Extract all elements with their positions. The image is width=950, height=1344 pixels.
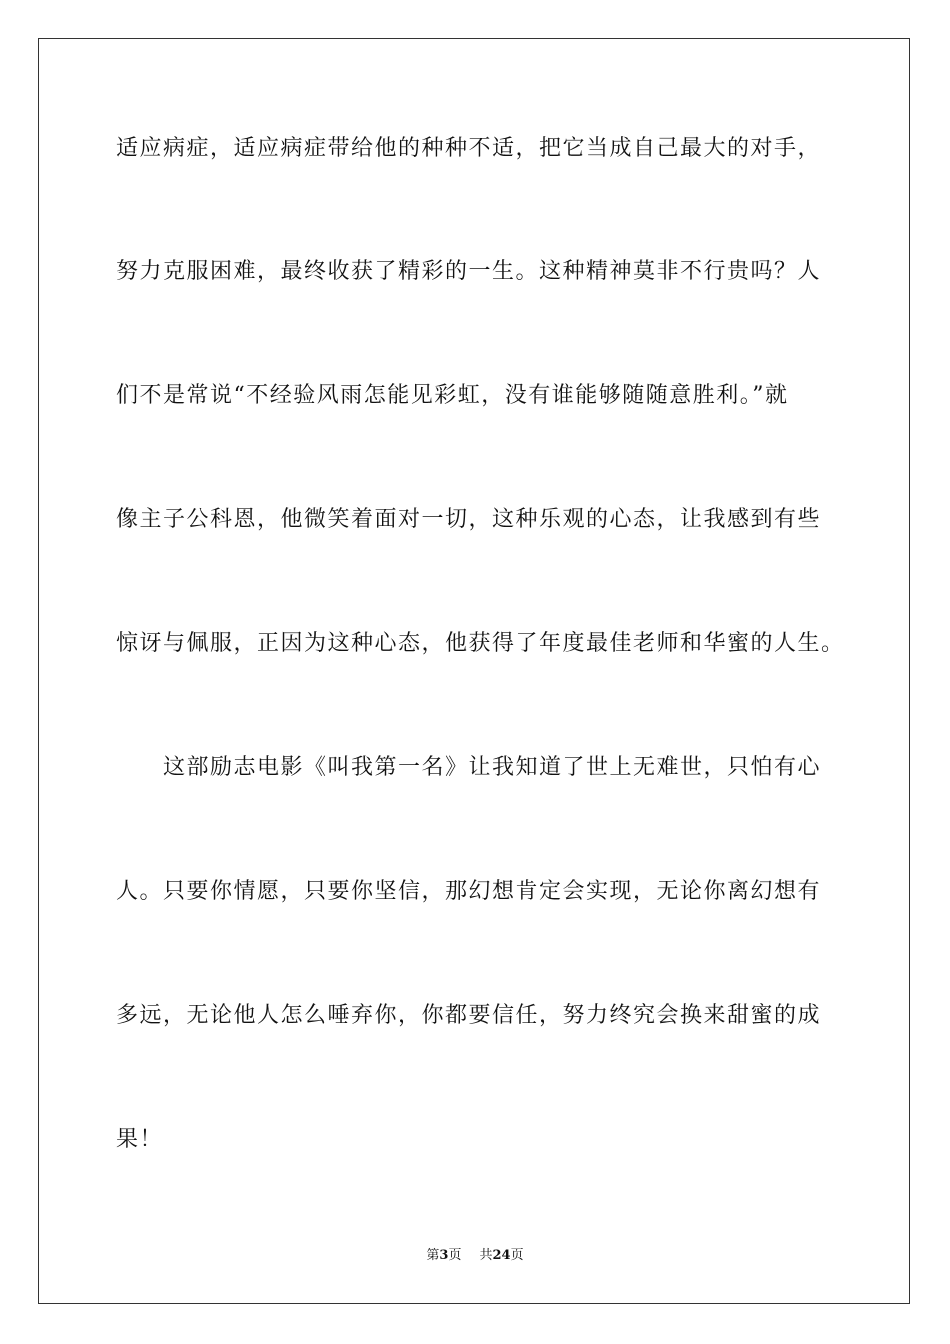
paragraph-line: 像主子公科恩，他微笑着面对一切，这种乐观的心态，让我感到有些 — [116, 507, 822, 532]
page-prefix: 第 — [426, 1248, 440, 1263]
page-border — [38, 38, 910, 1304]
paragraph-line: 惊讶与佩服，正因为这种心态，他获得了年度最佳老师和华蜜的人生。 — [116, 631, 845, 656]
paragraph-line: 们不是常说“不经验风雨怎能见彩虹，没有谁能够随随意胜利。”就 — [116, 383, 789, 408]
paragraph-line: 这部励志电影《叫我第一名》让我知道了世上无难世，只怕有心 — [163, 755, 822, 780]
paragraph-line: 适应病症，适应病症带给他的种种不适，把它当成自己最大的对手， — [116, 136, 822, 161]
total-prefix: 共 — [479, 1248, 493, 1263]
page-number: 3 — [439, 1248, 449, 1263]
paragraph-line: 努力克服困难，最终收获了精彩的一生。这种精神莫非不行贵吗？人 — [116, 259, 822, 284]
page-footer — [0, 1247, 950, 1265]
paragraph-line: 人。只要你情愿，只要你坚信，那幻想肯定会实现，无论你离幻想有 — [116, 879, 822, 904]
total-pages: 24 — [492, 1248, 511, 1263]
paragraph-line: 果！ — [116, 1127, 164, 1152]
page-suffix: 页 — [448, 1248, 462, 1263]
paragraph-line: 多远，无论他人怎么唾弃你，你都要信任，努力终究会换来甜蜜的成 — [116, 1003, 822, 1028]
total-suffix: 页 — [510, 1248, 524, 1263]
